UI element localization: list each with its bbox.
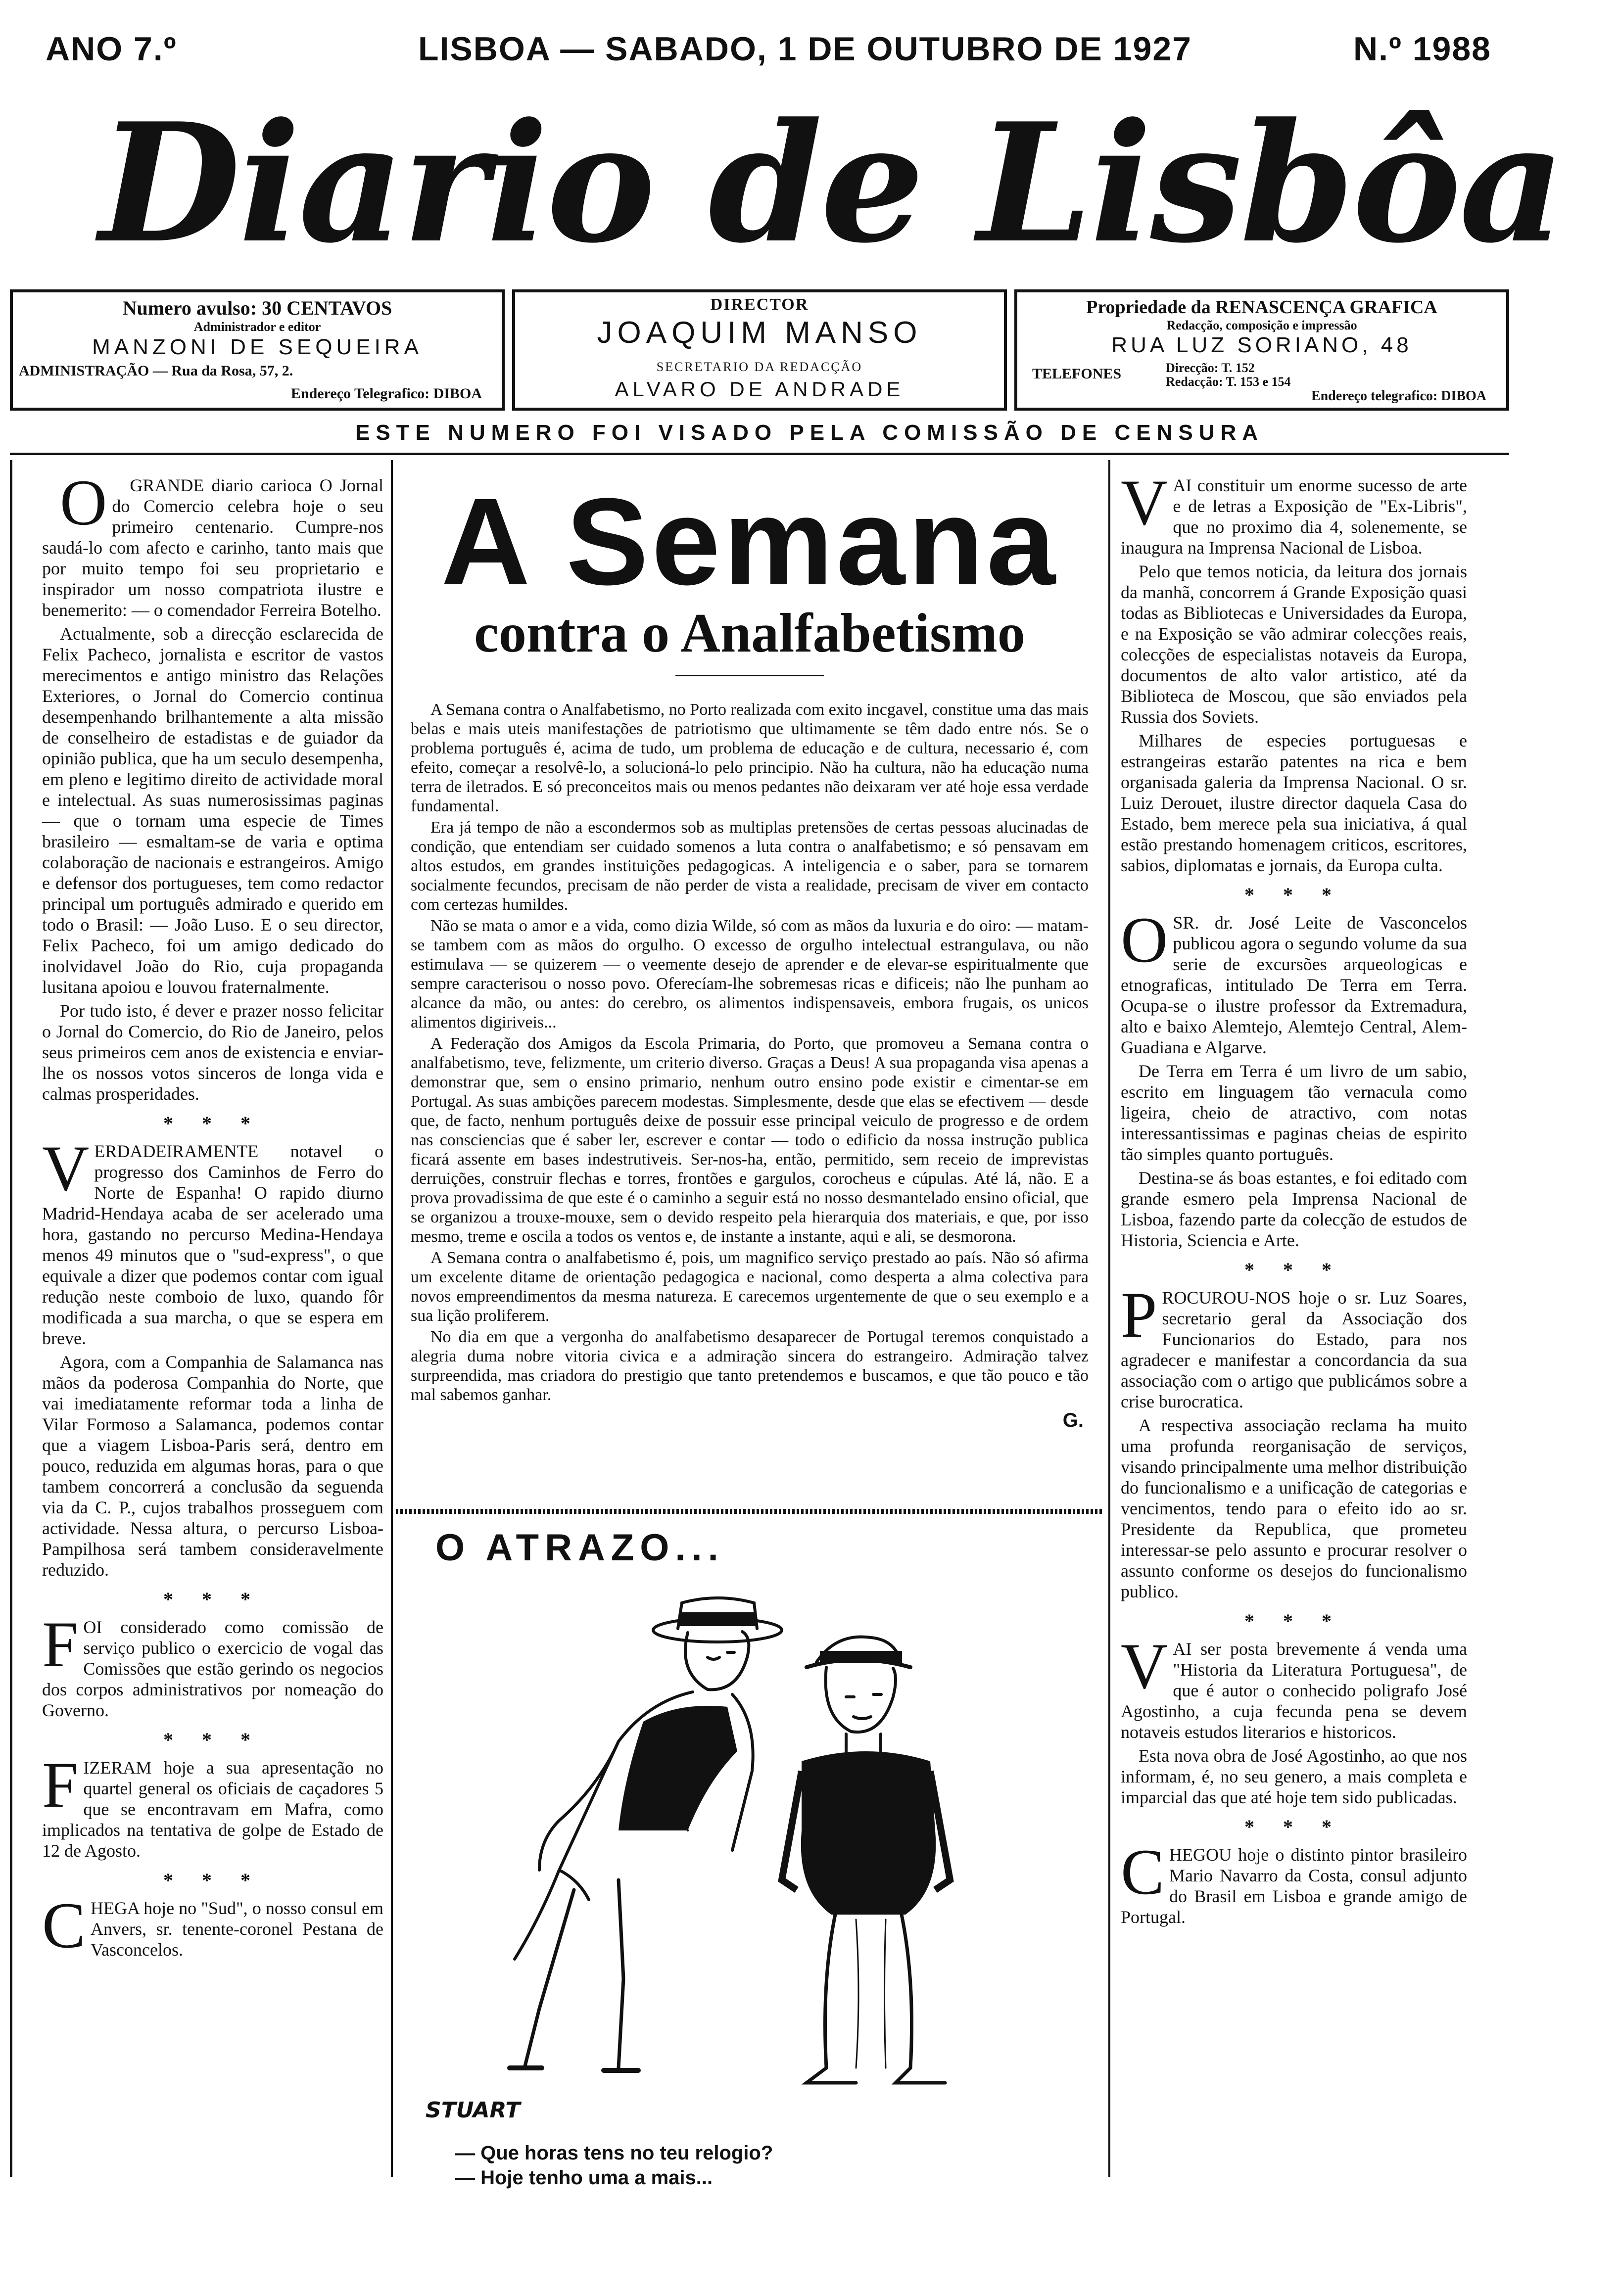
- secretary-label: SECRETARIO DA REDACÇÃO: [656, 360, 863, 374]
- drop-cap: C: [1121, 1835, 1165, 1908]
- editorial-text: [411, 700, 1089, 1405]
- address: RUA LUZ SORIANO, 48: [1111, 333, 1412, 357]
- cartoon-caption-1: — Que horas tens no teu relogio?: [455, 2142, 773, 2164]
- censorship-notice: ESTE NUMERO FOI VISADO PELA COMISSÃO DE CENSURA: [355, 421, 1264, 445]
- director-label: DIRECTOR: [710, 295, 809, 314]
- director-name: JOAQUIM MANSO: [597, 316, 922, 350]
- article-jornal-p2: Actualmente, sob a direcção esclarecida de Felix Pacheco, jornalista e escritor de vastos merecimentos e antigo ministro das Relações Exteriores, o Jornal do Comercio continua desempenhando brilhantemente a alta missão de conselheiro de estadistas e de guiador da opinião publica, que ha um seculo desempenha, em pleno e legitimo direito de actividade moral e intelectual. As suas numerosissimas paginas — que o tornam uma especie de Times brasileiro — esmaltam-se de varia e optima colaboração de nacionais e estrangeiros. Amigo e defensor dos portugueses, tem como redactor principal um português admirado e querido em todo o Brasil: — João Luso. E o seu director, Felix Pacheco, foi um amigo dedicado do inolvidavel João do Rio, cuja propaganda lusitana apoiou e louvou fraternalmente.: [42, 624, 383, 997]
- price: Numero avulso: 30 CENTAVOS: [122, 297, 392, 319]
- article-painter-text: HEGOU hoje o distinto pintor brasileiro Mario Navarro da Costa, consul adjunto do Brasil em Lisboa e grande amigo de Portugal.: [1121, 1845, 1467, 1927]
- drop-cap: V: [1121, 1630, 1168, 1702]
- cartoon-illustration: [411, 1573, 1084, 2127]
- right-column: [1121, 466, 1467, 1930]
- article-vasconcelos-p3: Destina-se ás boas estantes, e foi editado com grande esmero pela Imprensa Nacional de Lisboa, fazendo parte da colecção de estudos de Historia, Sciencia e Arte.: [1121, 1168, 1467, 1250]
- phone-direction: Direcção: T. 152: [1166, 361, 1255, 375]
- dateline: LISBOA — SABADO, 1 DE OUTUBRO DE 1927: [418, 30, 1192, 68]
- editorial-p2: Era já tempo de não a escondermos sob as multiplas pretensões de certas pessoas alucinadas de condição, que entendiam ser cuidado somenos a luta contra o analfabetismo; e só pensavam em altos estudos, em grandes instituições pedagogicas. A inteligencia e o saber, para se tornarem socialmente fecundos, precisam de não perder de vista a realidade, precisam de viver em contacto com certezas humildes.: [411, 818, 1089, 914]
- editorial-p6: No dia em que a vergonha do analfabetismo desaparecer de Portugal teremos conquistado a alegria duma nobre vitoria civica e a admiração sincera do estrangeiro. Admiração talvez surpreendida, mas criadora do prestigio que tanto pretendemos e buscamos, e que tão pouco e tão mal sabemos ganhar.: [411, 1328, 1089, 1404]
- phones-label: TELEFONES: [1032, 366, 1122, 382]
- article-historia-text: AI ser posta brevemente á venda uma "Historia da Literatura Portuguesa", de que é autor o conhecido poligrafo José Agostinho, a cuja fecunda pena se devem notaveis estudos literarios e historicos.: [1121, 1639, 1467, 1742]
- cartoon-title: O ATRAZO...: [435, 1527, 724, 1569]
- property: Propriedade da RENASCENÇA GRAFICA: [1086, 297, 1437, 318]
- editorial-p4: A Federação dos Amigos da Escola Primaria, do Porto, que promoveu a Semana contra o analfabetismo, teve, felizmente, um criterio diverso. Graças a Deus! A sua propaganda visa apenas a demonstrar que, sem o ensino primario, nenhum outro ensino pode existir e cimentar-se em Portugal. As suas ambições parecem modestas. Simplesmente, desde que elas se efectivem — desde que, de facto, nenhum português deixe de possuir esse principal veiculo de progresso e de ordem nas consciencias que é saber ler, escrever e contar — todo o edificio da nossa instrução publica ficará assente em bases indestrutiveis. Ser-nos-ha, então, permitido, sem receio de imprevistas derruições, construir flechas e torres, frontões e gargulos, corocheus e cúpulas. Até lá, não. E a prova provadissima de que este é o caminho a seguir está no nosso desmantelado ensino oficial, que se organizou a trouxe-mouxe, sem o devido respeito pela hierarquia dos materiais, e que, por isso mesmo, treme e oscila a todos os ventos e, de instante a instante, aqui e ali, se desmorona.: [411, 1034, 1089, 1246]
- header-box-center: [512, 289, 1007, 411]
- center-column: [396, 472, 1103, 1432]
- secretary-name: ALVARO DE ANDRADE: [615, 377, 905, 401]
- article-railway-p2: Agora, com a Companhia de Salamanca nas mãos da poderosa Companhia do Norte, que vai imediatamente reformar toda a linha de Vilar Formoso a Salamanca, podemos contar que a viagem Lisboa-Paris será, dentro em pouco, reduzida em algumas horas, para o que tambem concorrerá a conclusão da seguenda via da C. P., cujos trabalhos prosseguem com actividade. Nessa altura, o percurso Lisboa-Pampilhosa será tambem consideravelmente reduzido.: [42, 1352, 383, 1580]
- article-funcionarios-text: ROCUROU-NOS hoje o sr. Luz Soares, secretario geral da Associação dos Funcionarios do Estado, para nos agradecer e manifestar a concordancia da sua associação com o artigo que publicámos sobre a crise burocratica.: [1121, 1288, 1467, 1411]
- article-exlibris-p2: Pelo que temos noticia, da leitura dos jornais da manhã, concorrem á Grande Exposição quasi todas as Bibliotecas e Universidades da Europa, e na Exposição se vão admirar colecções reais, colecções de especialistas notaveis da Europa, documentos de alto valor artistico, até da Biblioteca de Moscou, que são enviados pela Russia dos Soviets.: [1121, 562, 1467, 727]
- issue-year: ANO 7.º: [46, 30, 177, 68]
- figure-left-jacket: [619, 1706, 737, 1830]
- column-divider-left: [391, 460, 393, 2177]
- drop-cap: V: [42, 1132, 90, 1205]
- drop-cap: O: [60, 466, 107, 539]
- services: Redacção, composição e impressão: [1166, 318, 1357, 332]
- header-box-right: [1014, 289, 1509, 411]
- subheadline: contra o Analfabetismo: [474, 603, 1025, 664]
- article-consul-text: HEGA hoje no "Sud", o nosso consul em Anvers, sr. tenente-coronel Pestana de Vasconcelos.: [91, 1898, 383, 1960]
- drop-cap: F: [42, 1748, 79, 1821]
- separator-stars: * * *: [163, 1729, 262, 1751]
- phone-redaction: Redacção: T. 153 e 154: [1166, 375, 1291, 389]
- editorial-signature: G.: [1062, 1409, 1084, 1431]
- article-officers-text: IZERAM hoje a sua apresentação no quartel general os oficiais de caçadores 5 que se encontravam em Mafra, como implicados na tentativa de golpe de Estado de 12 de Agosto.: [42, 1758, 383, 1861]
- drop-cap: V: [1121, 466, 1168, 539]
- headline: A Semana: [441, 472, 1058, 610]
- admin-editor-name: MANZONI DE SEQUEIRA: [92, 335, 423, 359]
- cartoon-artist: STUART: [426, 2098, 521, 2123]
- editorial-p1: A Semana contra o Analfabetismo, no Porto realizada com exito incgavel, constitue uma das mais belas e mais uteis manifestações de patriotismo que ultimamente se têm dado entre nós. Se o problema português é, acima de tudo, um problema de educação e de cultura, necessario é, com efeito, começar a resolvê-lo, a solucioná-lo pelo principio. Não ha cultura, não ha educação numa terra de iletrados. E só preconceitos mais ou menos pedantes não deixaram ver até hoje essa verdade fundamental.: [411, 701, 1089, 815]
- article-exlibris-p3: Milhares de especies portuguesas e estrangeiras estarão patentes na rica e bem organisada galeria da Imprensa Nacional. O sr. Luiz Derouet, ilustre director daquela Casa do Estado, bem merece pela sua iniciativa, á qual estão prestando homenagem criticos, escritores, sabios, diplomatas e jornais, da Europa culta.: [1121, 731, 1467, 875]
- frame-left: [10, 460, 12, 2177]
- article-jornal-text: GRANDE diario carioca O Jornal do Comercio celebra hoje o seu primeiro centenario. Cumpre-nos saudá-lo com afecto e carinho, tanto mais que por muito tempo foi seu proprietario e inspirador um nosso compatriota ilustre e benemerito: — o comendador Ferreira Botelho.: [42, 475, 383, 620]
- administration: ADMINISTRAÇÃO — Rua da Rosa, 57, 2.: [19, 363, 293, 379]
- cartoon-caption-2: — Hoje tenho uma a mais...: [455, 2167, 713, 2189]
- drop-cap: P: [1121, 1278, 1157, 1351]
- separator-stars: * * *: [163, 1112, 262, 1134]
- separator-stars: * * *: [163, 1869, 262, 1891]
- issue-number: N.º 1988: [1353, 30, 1492, 68]
- dotted-rule: [396, 1509, 1103, 1514]
- figure-left: [510, 1598, 782, 2070]
- separator-stars: * * *: [1244, 1816, 1343, 1838]
- drop-cap: C: [42, 1889, 86, 1962]
- header-rule: [10, 453, 1509, 455]
- editorial-p5: A Semana contra o analfabetismo é, pois, um magnifico serviço prestado ao país. Não só afirma um excelente ditame de orientação pedagogica e nacional, como desperta a alma colectiva para novos empreendimentos da mesma natureza. E carecemos urgentemente de que o seu exemplo e a sua lição proliferem.: [411, 1249, 1089, 1325]
- telegraph-left: Endereço Telegrafico: DIBOA: [290, 385, 482, 402]
- figure-right-sweater: [801, 1751, 936, 1915]
- header-box-left: [10, 289, 505, 411]
- column-divider-right: [1108, 460, 1110, 2177]
- masthead-title: Diario de Lisbôa: [99, 87, 1564, 279]
- left-column: [42, 466, 383, 1963]
- admin-editor-label: Administrador e editor: [193, 320, 321, 334]
- article-jornal-p3: Por tudo isto, é dever e prazer nosso felicitar o Jornal do Comercio, do Rio de Janeiro, pelos seus primeiros cem anos de existencia e enviar-lhe os nossos votos sinceros de longa vida e calmas prosperidades.: [42, 1001, 383, 1104]
- drop-cap: O: [1121, 903, 1168, 976]
- article-vasconcelos-p2: De Terra em Terra é um livro de um sabio, escrito em linguagem tão vernacula como ligeira, cheio de atractivo, com notas interessantissimas e paginas cheias de espirito tão simples quanto português.: [1121, 1061, 1467, 1164]
- article-vasconcelos-text: SR. dr. José Leite de Vasconcelos publicou agora o segundo volume da sua serie de excursões arqueologicas e etnograficas, intitulado De Terra em Terra. Ocupa-se o ilustre professor da Extremadura, alto e baixo Alemtejo, Alemtejo Central, Alem-Guadiana e Algarve.: [1121, 913, 1467, 1057]
- separator-stars: * * *: [1244, 1259, 1343, 1281]
- article-railway-text: ERDADEIRAMENTE notavel o progresso dos Caminhos de Ferro do Norte de Espanha! O rapido diurno Madrid-Hendaya acaba de ser acelerado uma hora, gastando no percurso Medina-Hendaya menos 49 minutos que o "sud-express", o que equivale a dizer que podemos contar com igual redução neste comboio de luxo, quando fôr modificada a sua marcha, o que se espera em breve.: [42, 1141, 383, 1348]
- drop-cap: F: [42, 1608, 79, 1681]
- article-historia-p2: Esta nova obra de José Agostinho, ao que nos informam, é, no seu genero, a mais completa e imparcial das que até hoje tem sido publicadas.: [1121, 1746, 1467, 1807]
- separator-stars: * * *: [1244, 884, 1343, 906]
- article-commissions-text: OI considerado como comissão de serviço publico o exercicio de vogal das Comissões que estão gerindo os negocios dos corpos administrativos por nomeação do Governo.: [42, 1617, 383, 1720]
- telegraph-right: Endereço telegrafico: DIBOA: [1311, 388, 1486, 404]
- headline-rule: [675, 675, 824, 676]
- editorial-p3: Não se mata o amor e a vida, como dizia Wilde, só com as mãos da luxuria e do oiro: — matam-se tambem com as mãos do orgulho. O excesso de orgulho intelectual estrangulava, ou não estimulava — se quizerem — o veemente desejo de aprender e de elevar-se espiritualmente que sempre caracterisou o nosso povo. Oferecíam-lhe sobremesas ricas e dificeis; não lhe punham ao alcance da mão, ou antes: do cerebro, os alimentos indispensaveis, embora frugais, os unicos alimentos digiriveis...: [411, 917, 1089, 1031]
- article-exlibris-text: AI constituir um enorme sucesso de arte e de letras a Exposição de "Ex-Libris", que no proximo dia 4, solenemente, se inaugura na Imprensa Nacional de Lisboa.: [1121, 475, 1467, 558]
- separator-stars: * * *: [163, 1588, 262, 1610]
- separator-stars: * * *: [1244, 1610, 1343, 1632]
- article-funcionarios-p2: A respectiva associação reclama ha muito uma profunda reorganisação de serviços, visando principalmente uma melhor distribuição do funcionalismo e a unificação de categorias e vencimentos, tendo para o efeito ido ao sr. Presidente da Republica, que prometeu interessar-se pelo assunto e procurar resolver o assunto conforme os desejos do funcionalismo publico.: [1121, 1415, 1467, 1601]
